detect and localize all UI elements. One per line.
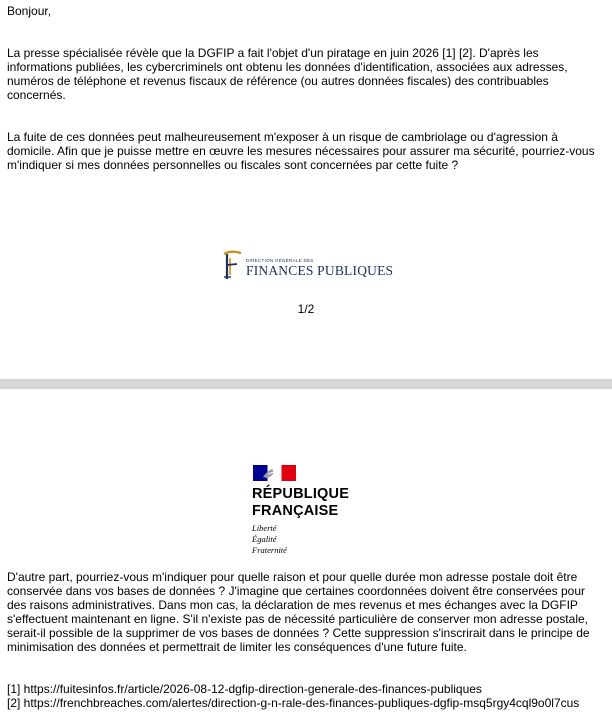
dgfip-emblem-icon [221,250,243,280]
dgfip-logo [221,250,394,280]
paragraph-security-request: La fuite de ces données peut malheureusement m'exposer à un risque de cambriolage ou d'agression à domicile. Afin que je puisse mettre en œuvre les mesures nécessaires pour assurer ma sécurité, pourriez-vous m'indiquer si mes données personnelles ou fiscales sont concernées par cette fuite ? [7,130,595,172]
republique-francaise-logo [252,464,372,558]
republique-text: RÉPUBLIQUE [252,486,350,502]
references [7,682,607,710]
paragraph-data-breach: La presse spécialisée révèle que la DGFIP a fait l'objet d'un piratage en juin 2026 [1] [2]. D'après les informations publiées, les cybercriminels ont obtenu les données d'identification, associées aux adresses, numéros de téléphone et revenus fiscaux de référence (ou autres données fiscales) des contribuables concernés. [7,46,568,102]
french-flag-icon [253,465,296,481]
motto-egalite: Égalité [252,534,277,544]
francaise-text: FRANÇAISE [252,503,339,519]
paragraph-address-retention: D'autre part, pourriez-vous m'indiquer pour quelle raison et pour quelle durée mon adresse postale doit être conservée dans vos bases de données ? J'imagine que certaines coordonnées doivent être conservées pour des raisons administratives. Dans mon cas, la déclaration de mes revenus et mes échanges avec la DGFIP s'effectuent maintenant en ligne. S'il n'existe pas de nécessité particulière de conserver mon adresse postale, serait-il possible de la supprimer de vos bases de données ? Cette suppression s'inscrirait dans le principe de minimisation des données et permettrait de limiter les conséquences d'une future fuite. [7,570,590,654]
greeting: Bonjour, [7,4,52,18]
motto-liberte: Liberté [252,523,277,533]
reference-link[interactable]: [1] https://fuitesinfos.fr/article/2026-08-12-dgfip-direction-generale-des-finances-publiques [7,682,482,696]
page-number: 1/2 [297,302,315,316]
reference-link[interactable]: [2] https://frenchbreaches.com/alertes/direction-g-n-rale-des-finances-publiques-dgfip-msq5rgy4cql9o0l7cus [7,696,580,710]
page-separator [0,379,612,389]
dgfip-logo-small-text: DIRECTION GÉNÉRALE DES [246,258,314,263]
motto-fraternite: Fraternité [252,545,287,555]
dgfip-logo-main-text: FINANCES PUBLIQUES [246,263,394,278]
